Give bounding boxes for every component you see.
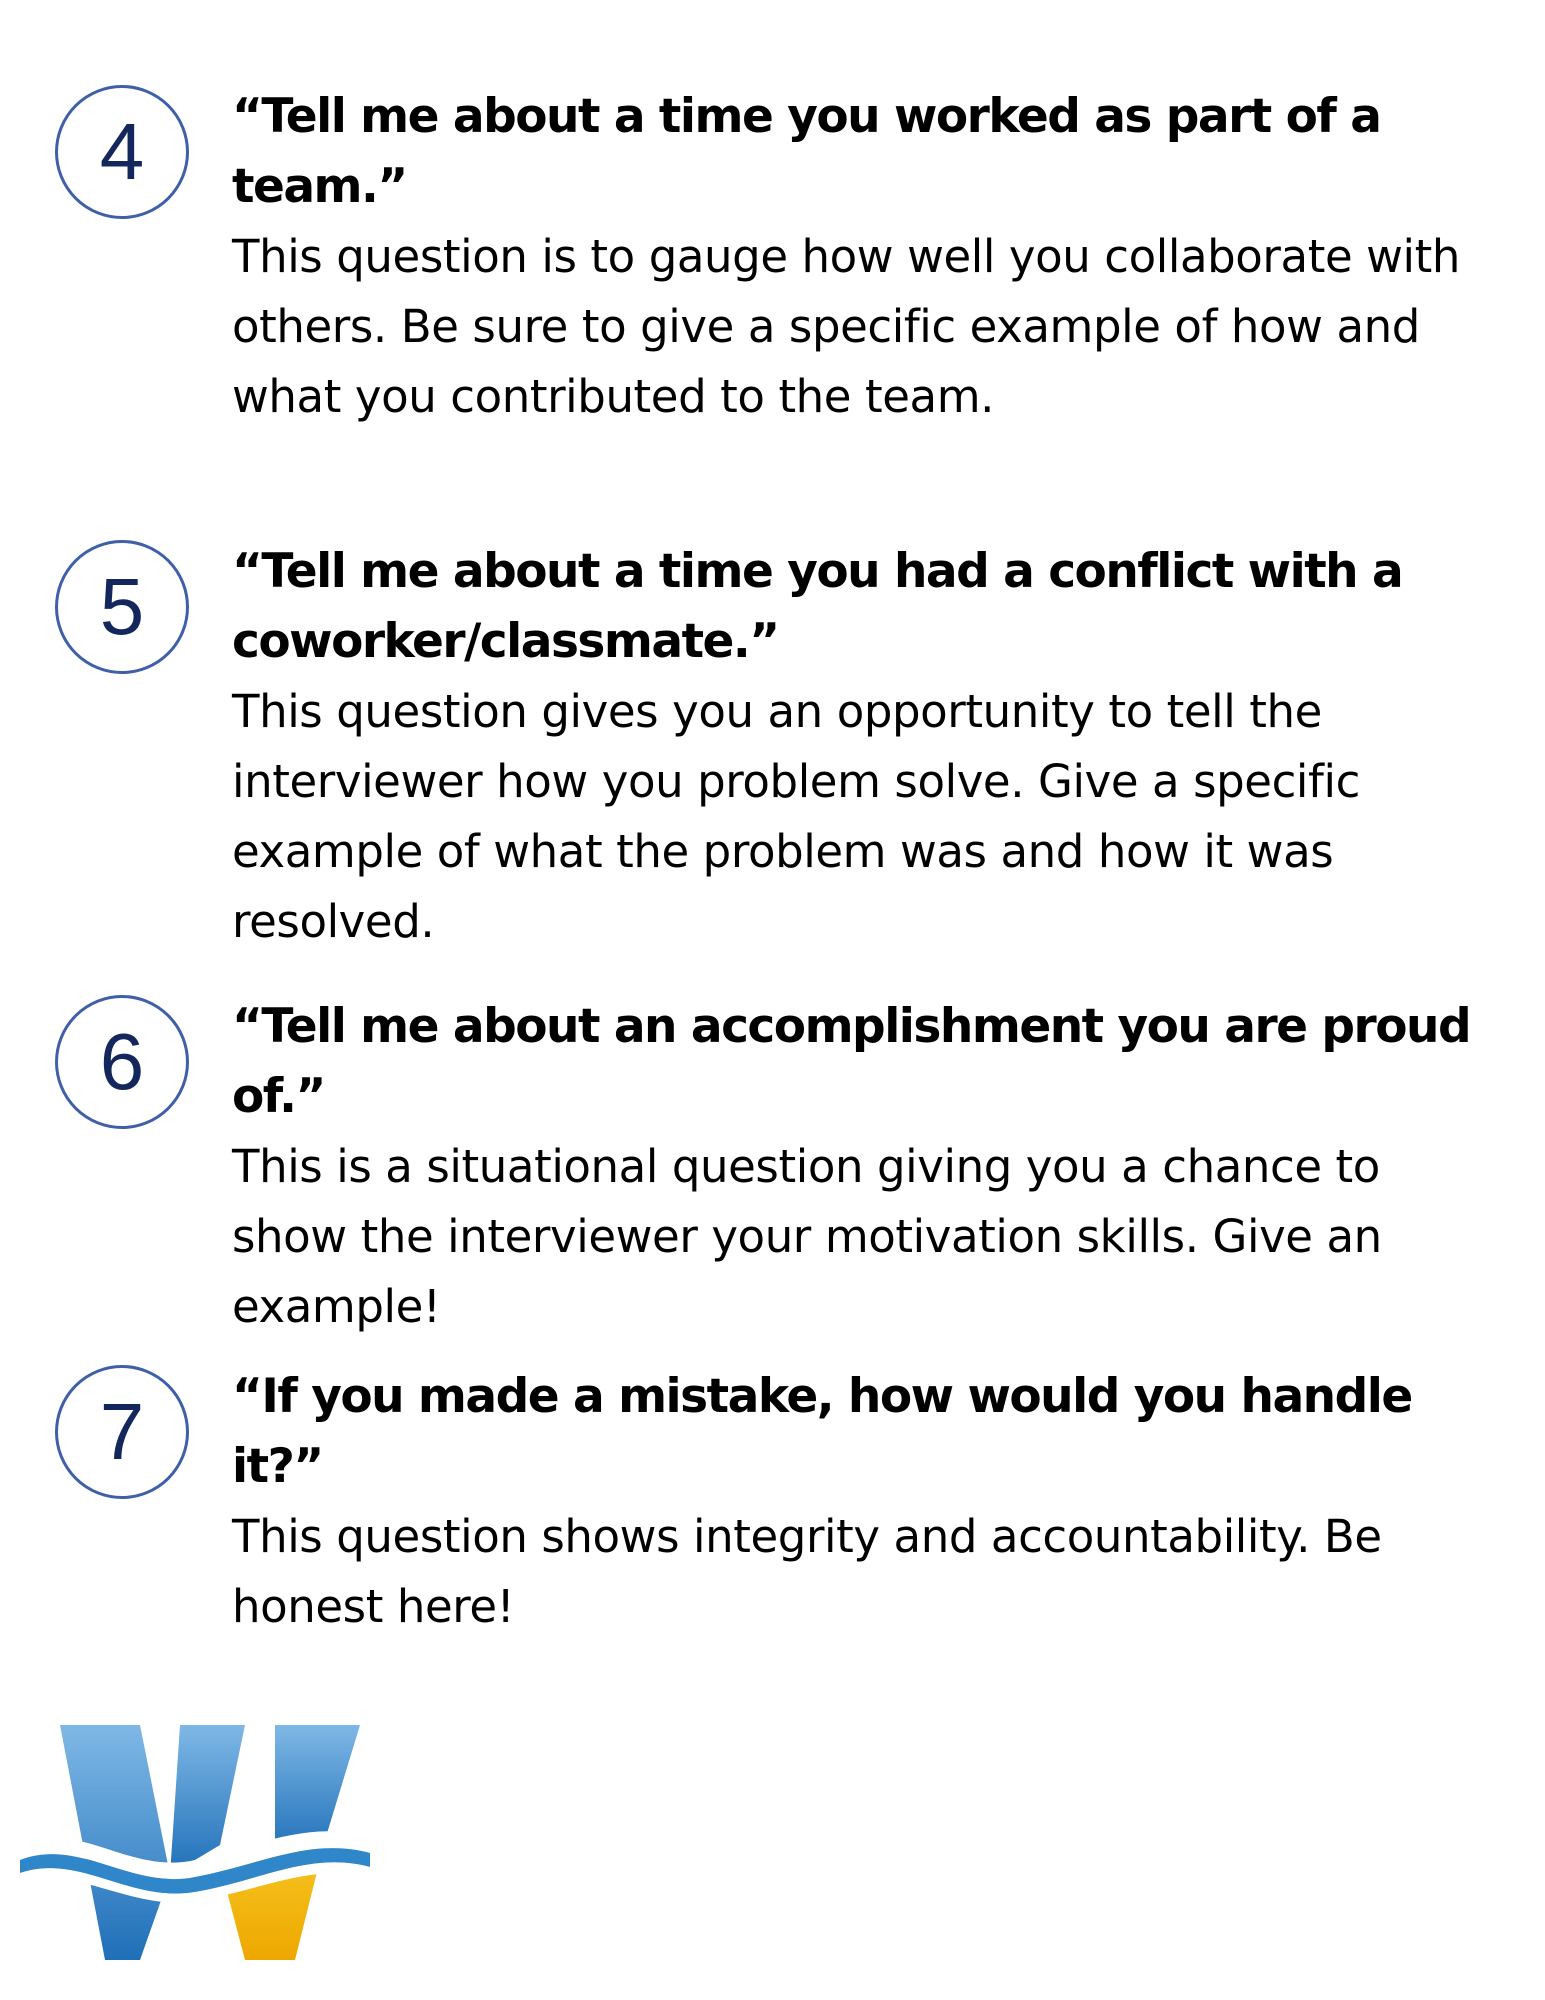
item-5-text: [232, 537, 1477, 957]
number-badge-7: 7: [55, 1365, 189, 1499]
answer-5: This question gives you an opportunity to tell the interviewer how you problem solve. Give a specific example of what the problem was and how it was resolved.: [232, 685, 1360, 948]
answer-4: This question is to gauge how well you collaborate with others. Be sure to give a specific example of how and what you contributed to the team.: [232, 230, 1461, 423]
item-4-text: [232, 82, 1477, 432]
number-badge-4: 4: [55, 85, 189, 219]
answer-6: This is a situational question giving you a chance to show the interviewer your motivation skills. Give an example!: [232, 1140, 1382, 1333]
number-badge-5: 5: [55, 540, 189, 674]
w-wave-logo-icon: [20, 1725, 380, 1960]
question-6: “Tell me about an accomplishment you are proud of.”: [232, 999, 1471, 1124]
question-7: “If you made a mistake, how would you handle it?”: [232, 1369, 1412, 1494]
item-6-text: [232, 992, 1477, 1342]
question-5: “Tell me about a time you had a conflict with a coworker/classmate.”: [232, 544, 1403, 669]
question-4: “Tell me about a time you worked as part of a team.”: [232, 89, 1381, 214]
answer-7: This question shows integrity and accountability. Be honest here!: [232, 1510, 1382, 1633]
item-7-text: [232, 1362, 1477, 1642]
number-badge-6: 6: [55, 995, 189, 1129]
